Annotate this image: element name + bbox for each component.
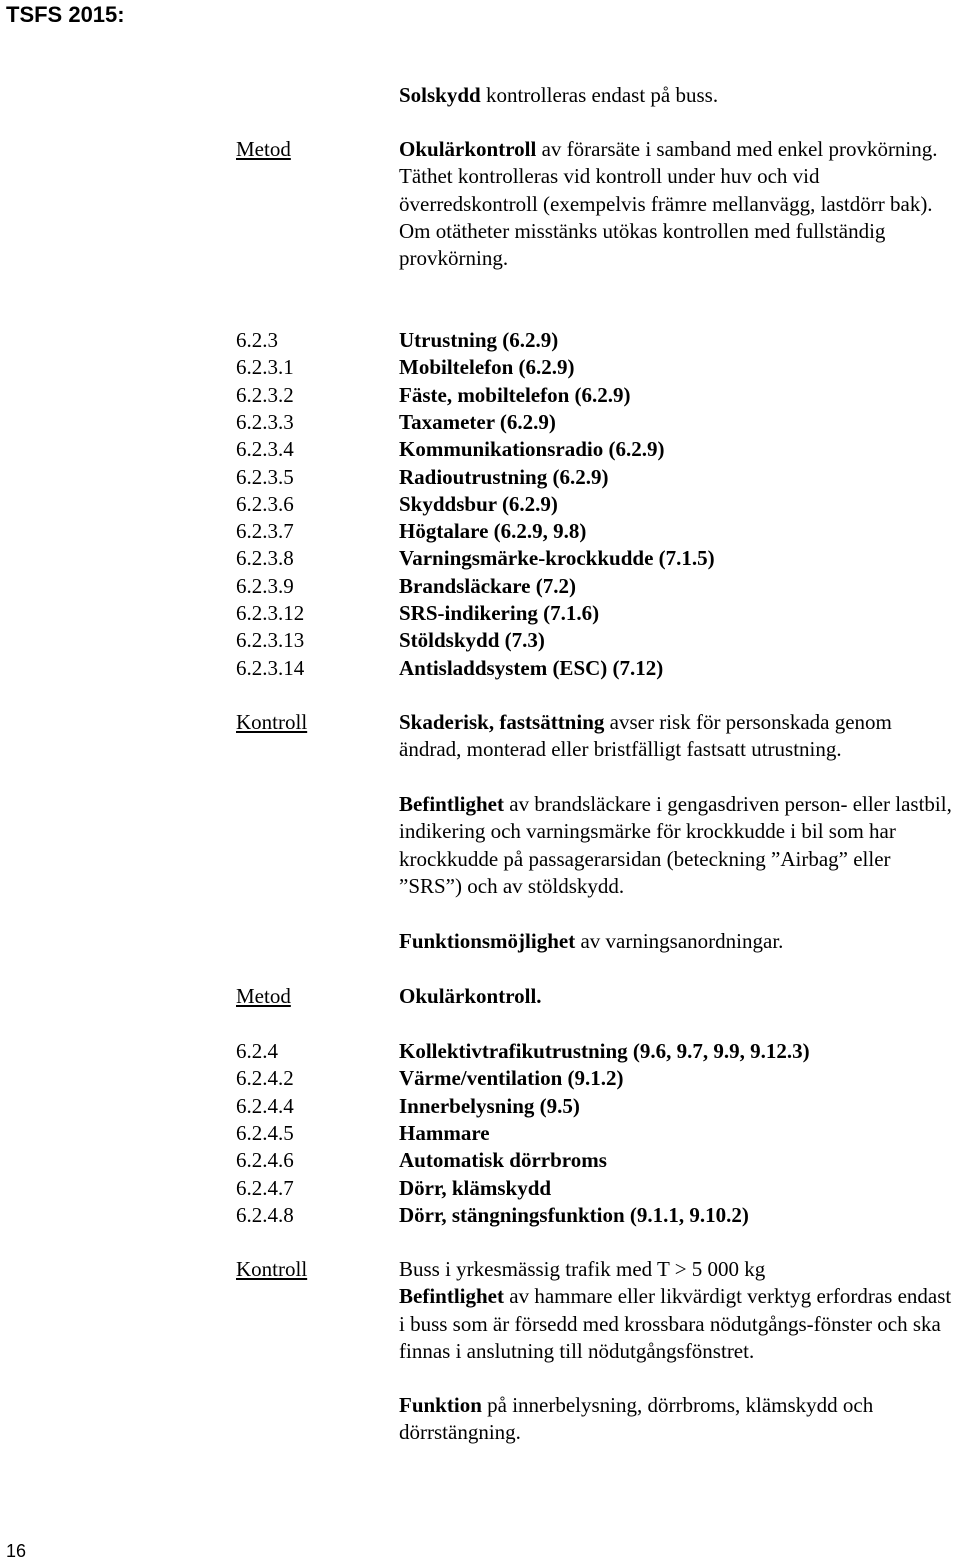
funktion-term: Funktion bbox=[399, 1393, 482, 1417]
item-title: Utrustning (6.2.9) bbox=[399, 328, 559, 352]
item-title: Taxameter (6.2.9) bbox=[399, 409, 556, 434]
skaderisk-term: Skaderisk, fastsättning bbox=[399, 710, 605, 734]
item-number: 6.2.3.8 bbox=[236, 546, 294, 571]
befintlighet-paragraph bbox=[399, 791, 957, 900]
hammare-text: av hammare eller likvärdigt verktyg erfordras endast i buss som är försedd med krossbara nödutgångs-fönster och ska finnas i anslutning till nödutgångsfönstret. bbox=[399, 1284, 952, 1363]
solskydd-term: Solskydd bbox=[399, 83, 481, 107]
kontroll-label-2: Kontroll bbox=[236, 1257, 308, 1281]
item-title: Varningsmärke-krockkudde (7.1.5) bbox=[399, 546, 715, 571]
solskydd-paragraph bbox=[399, 82, 957, 109]
item-title: Värme/ventilation (9.1.2) bbox=[399, 1066, 624, 1091]
funktion-paragraph bbox=[399, 1392, 957, 1447]
buss-condition-line: Buss i yrkesmässig trafik med T > 5 000 kg bbox=[399, 1257, 766, 1281]
befintlighet-term-2: Befintlighet bbox=[399, 1284, 504, 1309]
item-number: 6.2.4.7 bbox=[236, 1175, 294, 1200]
kontroll-2-text-block bbox=[399, 1256, 957, 1365]
item-title: Kollektivtrafikutrustning (9.6, 9.7, 9.9, 9.12.3) bbox=[399, 1039, 810, 1063]
item-number: 6.2.4.6 bbox=[236, 1148, 294, 1173]
item-title: Innerbelysning (9.5) bbox=[399, 1093, 580, 1118]
item-number: 6.2.3.14 bbox=[236, 655, 305, 680]
item-number: 6.2.3.9 bbox=[236, 573, 294, 598]
item-number: 6.2.3.4 bbox=[236, 437, 294, 462]
item-number: 6.2.3.3 bbox=[236, 409, 294, 434]
item-number: 6.2.3.1 bbox=[236, 355, 294, 380]
item-title: Antisladdsystem (ESC) (7.12) bbox=[399, 655, 664, 680]
item-title: Brandsläckare (7.2) bbox=[399, 573, 576, 598]
item-title: Mobiltelefon (6.2.9) bbox=[399, 355, 575, 380]
item-title: Fäste, mobiltelefon (6.2.9) bbox=[399, 382, 631, 407]
okularkontroll-term: Okulärkontroll bbox=[399, 137, 537, 161]
item-title: SRS-indikering (7.1.6) bbox=[399, 601, 600, 625]
funktionsmojlighet-text: av varningsanordningar. bbox=[575, 929, 784, 953]
item-title: Stöldskydd (7.3) bbox=[399, 628, 545, 653]
funktion-text: på innerbelysning, dörrbroms, klämskydd och dörrstängning. bbox=[399, 1393, 874, 1445]
befintlighet-term: Befintlighet bbox=[399, 792, 504, 816]
item-number: 6.2.3.2 bbox=[236, 382, 294, 407]
kontroll-label: Kontroll bbox=[236, 710, 308, 734]
item-number: 6.2.3 bbox=[236, 328, 278, 352]
metod-text-block bbox=[399, 136, 957, 272]
item-number: 6.2.4.5 bbox=[236, 1120, 294, 1145]
kontroll-text-block bbox=[399, 709, 957, 764]
metod-paragraph-2: Täthet kontrolleras vid kontroll under huv och vid överredskontroll (exempelvis främre mellanvägg, lastdörr bak). Om otätheter misstänks utökas kontrollen med fullständig provkörning. bbox=[399, 164, 933, 271]
item-title: Automatisk dörrbroms bbox=[399, 1148, 607, 1173]
metod-2-text: Okulärkontroll. bbox=[399, 984, 542, 1008]
funktionsmojlighet-term: Funktionsmöjlighet bbox=[399, 929, 576, 953]
item-number: 6.2.3.7 bbox=[236, 519, 294, 544]
item-number: 6.2.4.2 bbox=[236, 1066, 294, 1091]
item-number: 6.2.3.5 bbox=[236, 464, 294, 489]
solskydd-text: kontrolleras endast på buss. bbox=[480, 83, 719, 107]
item-title: Dörr, klämskydd bbox=[399, 1175, 552, 1200]
item-number: 6.2.4.4 bbox=[236, 1093, 294, 1118]
funktionsmojlighet-paragraph bbox=[399, 928, 957, 955]
item-title: Kommunikationsradio (6.2.9) bbox=[399, 437, 665, 462]
metod-label: Metod bbox=[236, 137, 291, 161]
metod-paragraph-1 bbox=[399, 136, 957, 163]
hammare-paragraph bbox=[399, 1283, 957, 1365]
item-number: 6.2.4.8 bbox=[236, 1202, 294, 1227]
item-title: Hammare bbox=[399, 1120, 490, 1145]
document-header: TSFS 2015: bbox=[6, 2, 125, 27]
item-title: Radioutrustning (6.2.9) bbox=[399, 464, 609, 489]
metod-paragraph-1-text: av förarsäte i samband med enkel provkörning. bbox=[536, 137, 938, 161]
item-number: 6.2.3.12 bbox=[236, 601, 305, 625]
kontroll-paragraph-1-text: avser risk för personskada genom ändrad, monterad eller bristfälligt fastsatt utrustning. bbox=[399, 710, 892, 762]
page-number: 16 bbox=[6, 1541, 27, 1561]
item-number: 6.2.3.6 bbox=[236, 491, 294, 516]
item-number: 6.2.4 bbox=[236, 1039, 278, 1063]
item-number: 6.2.3.13 bbox=[236, 628, 305, 653]
kontroll-paragraph-1 bbox=[399, 709, 957, 764]
item-title: Dörr, stängningsfunktion (9.1.1, 9.10.2) bbox=[399, 1202, 749, 1227]
metod-label-2: Metod bbox=[236, 984, 291, 1008]
item-title: Skyddsbur (6.2.9) bbox=[399, 491, 558, 516]
befintlighet-text: av brandsläckare i gengasdriven person- eller lastbil, indikering och varningsmärke för krockkudde i bil som har krockkudde på passagerarsidan (beteckning ”Airbag” eller ”SRS”) och av stöldskydd. bbox=[399, 792, 952, 898]
item-title: Högtalare (6.2.9, 9.8) bbox=[399, 519, 587, 544]
